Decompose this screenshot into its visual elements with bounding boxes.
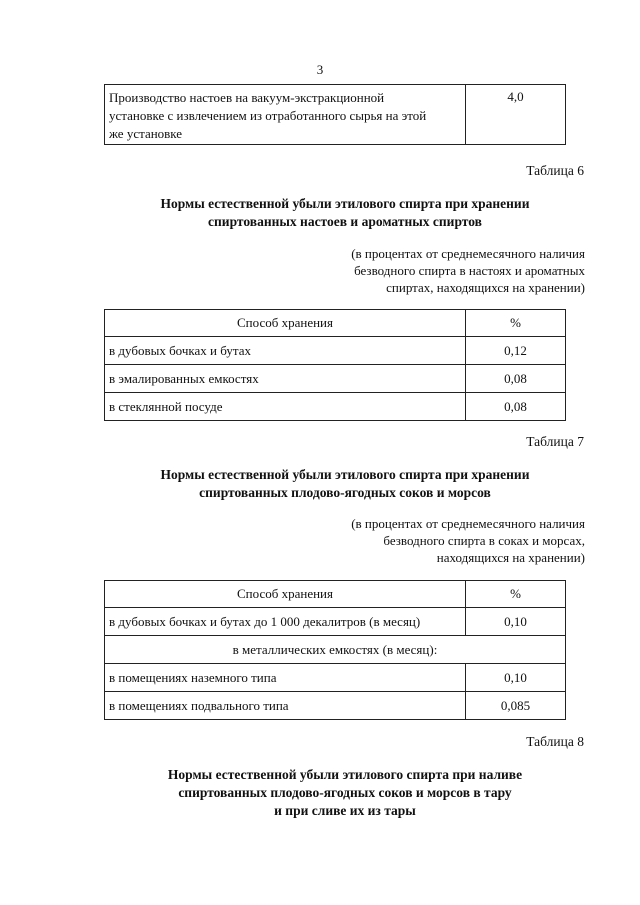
- table-row: [105, 393, 566, 421]
- row-method: в эмалированных емкостях: [105, 365, 466, 393]
- table6-note: [351, 245, 585, 296]
- top-table-desc: [105, 85, 466, 145]
- row-method: в дубовых бочках и бутах до 1 000 декалитров (в месяц): [105, 608, 466, 636]
- table-row: [105, 337, 566, 365]
- row-value: 0,085: [466, 692, 566, 720]
- note-line: (в процентах от среднемесячного наличия: [351, 516, 585, 531]
- row-method: в помещениях подвального типа: [105, 692, 466, 720]
- row-method: в помещениях наземного типа: [105, 664, 466, 692]
- table7-note: [351, 515, 585, 566]
- table-header-row: [105, 310, 566, 337]
- top-table: [104, 84, 566, 145]
- row-method: в стеклянной посуде: [105, 393, 466, 421]
- table-subheader-row: [105, 636, 566, 664]
- table-row: [105, 664, 566, 692]
- title-line: спиртованных настоев и ароматных спиртов: [208, 214, 482, 229]
- table-row: [105, 692, 566, 720]
- title-line: Нормы естественной убыли этилового спирта при наливе: [167, 767, 523, 782]
- table-row: [105, 365, 566, 393]
- col-header-method: Способ хранения: [105, 581, 466, 608]
- desc-line: же установке: [109, 126, 183, 141]
- page-number: 3: [316, 62, 324, 77]
- row-value: 0,10: [466, 664, 566, 692]
- title-line: Нормы естественной убыли этилового спирта при хранении: [160, 467, 530, 482]
- top-table-value: 4,0: [466, 85, 566, 145]
- table7-label: Таблица 7: [526, 434, 584, 449]
- row-value: 0,12: [466, 337, 566, 365]
- desc-line: установке с извлечением из отработанного сырья на этой: [109, 108, 427, 123]
- note-line: (в процентах от среднемесячного наличия: [351, 246, 585, 261]
- title-line: спиртованных плодово-ягодных соков и морсов в тару: [178, 785, 512, 800]
- desc-line: Производство настоев на вакуум-экстракционной: [109, 90, 385, 105]
- col-header-method: Способ хранения: [105, 310, 466, 337]
- row-value: 0,08: [466, 393, 566, 421]
- note-line: безводного спирта в настоях и ароматных: [354, 263, 585, 278]
- title-line: спиртованных плодово-ягодных соков и морсов: [199, 485, 491, 500]
- title-line: и при сливе их из тары: [274, 803, 416, 818]
- table-header-row: [105, 581, 566, 608]
- row-value: 0,10: [466, 608, 566, 636]
- table8-title: [0, 766, 640, 820]
- table6-title: [0, 195, 640, 231]
- table-row: [105, 608, 566, 636]
- table6-label: Таблица 6: [526, 163, 584, 178]
- table8-label: Таблица 8: [526, 734, 584, 749]
- note-line: находящихся на хранении): [436, 550, 585, 565]
- note-line: спиртах, находящихся на хранении): [386, 280, 585, 295]
- title-line: Нормы естественной убыли этилового спирта при хранении: [160, 196, 530, 211]
- row-method: в дубовых бочках и бутах: [105, 337, 466, 365]
- col-header-percent: %: [466, 581, 566, 608]
- table7: [104, 580, 566, 720]
- table7-title: [0, 466, 640, 502]
- row-value: 0,08: [466, 365, 566, 393]
- note-line: безводного спирта в соках и морсах,: [383, 533, 585, 548]
- col-header-percent: %: [466, 310, 566, 337]
- table6: [104, 309, 566, 421]
- table-row: [105, 85, 566, 145]
- row-subheader: в металлических емкостях (в месяц):: [105, 636, 566, 664]
